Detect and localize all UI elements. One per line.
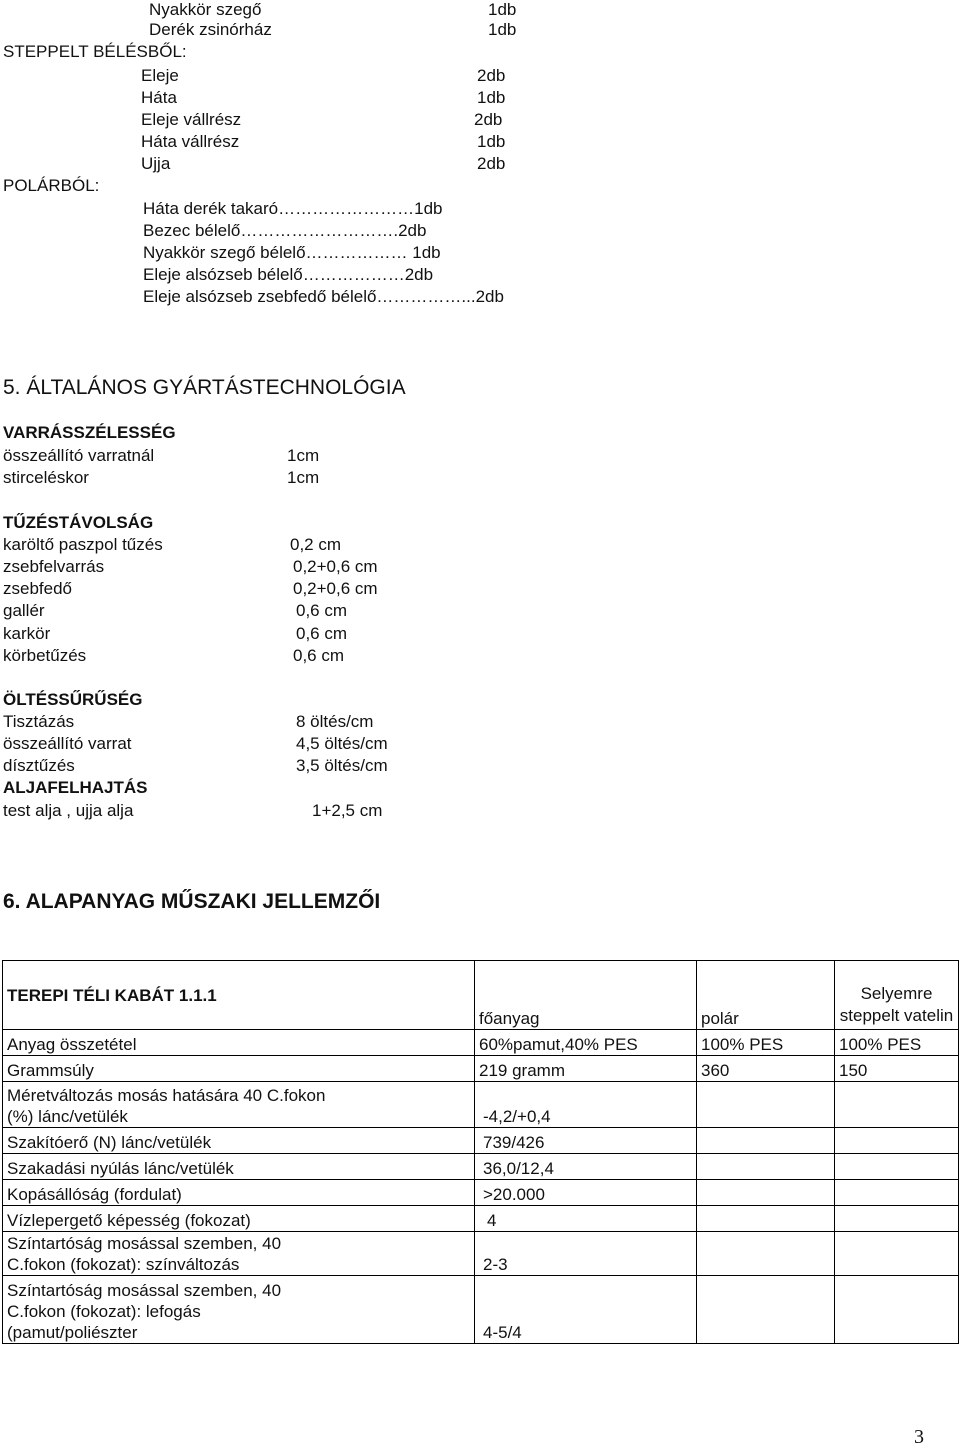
- value-cell: [835, 1128, 959, 1154]
- property-cell: Szakadási nyúlás lánc/vetülék: [3, 1154, 475, 1180]
- value-cell: 360: [697, 1056, 835, 1082]
- value-cell: [697, 1232, 835, 1276]
- value-cell: [697, 1276, 835, 1344]
- table-row: [3, 1030, 959, 1056]
- polar-item: Eleje alsózseb zsebfedő bélelő……………...2db: [143, 287, 504, 306]
- spec-value: 0,6 cm: [296, 624, 348, 643]
- table-row: [3, 1276, 959, 1344]
- value-cell: 100% PES: [697, 1030, 835, 1056]
- column-header: főanyag: [475, 961, 697, 1030]
- table-row: [3, 1180, 959, 1206]
- top-item-label: Nyakkör szegő: [149, 0, 262, 19]
- spec-label: zsebfelvarrás: [3, 557, 105, 576]
- top-item-qty: 1db: [488, 0, 517, 19]
- steppelt-heading: STEPPELT BÉLÉSBŐL:: [3, 42, 187, 61]
- table-header-row: [3, 961, 959, 1030]
- polar-heading: POLÁRBÓL:: [3, 176, 100, 195]
- spec-label: összeállító varrat: [3, 734, 132, 753]
- spec-value: 1+2,5 cm: [312, 801, 383, 820]
- value-cell: [697, 1082, 835, 1128]
- value-cell: [835, 1276, 959, 1344]
- polar-item: Nyakkör szegő bélelő……………… 1db: [143, 243, 441, 262]
- spec-label: zsebfedő: [3, 579, 72, 598]
- property-cell: Méretváltozás mosás hatására 40 C.fokon (%) lánc/vetülék: [3, 1082, 475, 1128]
- property-cell: Szakítóerő (N) lánc/vetülék: [3, 1128, 475, 1154]
- steppelt-item-qty: 2db: [477, 154, 506, 173]
- spec-value: 8 öltés/cm: [296, 712, 374, 731]
- steppelt-item-label: Háta vállrész: [141, 132, 240, 151]
- spec-label: karkör: [3, 624, 51, 643]
- spec-label: gallér: [3, 601, 45, 620]
- value-cell: 4: [475, 1206, 697, 1232]
- value-cell: 60%pamut,40% PES: [475, 1030, 697, 1056]
- value-cell: [835, 1232, 959, 1276]
- property-cell: Grammsúly: [3, 1056, 475, 1082]
- polar-item: Háta derék takaró……………………1db: [143, 199, 443, 218]
- spec-value: 0,6 cm: [296, 601, 348, 620]
- varrasszelesseg-heading: VARRÁSSZÉLESSÉG: [3, 423, 176, 442]
- spec-value: 0,2+0,6 cm: [293, 557, 378, 576]
- value-cell: 219 gramm: [475, 1056, 697, 1082]
- polar-item: Eleje alsózseb bélelő………………2db: [143, 265, 434, 284]
- spec-label: körbetűzés: [3, 646, 87, 665]
- property-cell: Színtartóság mosással szemben, 40 C.fokon (fokozat): lefogás (pamut/poliészter: [3, 1276, 475, 1344]
- table-title: TEREPI TÉLI KABÁT 1.1.1: [3, 961, 475, 1030]
- spec-value: 0,2 cm: [290, 535, 342, 554]
- property-cell: Anyag összetétel: [3, 1030, 475, 1056]
- value-cell: [697, 1180, 835, 1206]
- spec-label: karöltő paszpol tűzés: [3, 535, 163, 554]
- table-row: [3, 1206, 959, 1232]
- value-cell: -4,2/+0,4: [475, 1082, 697, 1128]
- steppelt-item-qty: 1db: [477, 88, 506, 107]
- spec-value: 4,5 öltés/cm: [296, 734, 388, 753]
- steppelt-item-label: Eleje: [141, 66, 179, 85]
- section-5-title: 5. ÁLTALÁNOS GYÁRTÁSTECHNOLÓGIA: [3, 376, 406, 399]
- steppelt-item-label: Háta: [141, 88, 177, 107]
- column-header: polár: [697, 961, 835, 1030]
- property-cell: Vízlepergető képesség (fokozat): [3, 1206, 475, 1232]
- table-row: [3, 1232, 959, 1276]
- value-cell: [835, 1082, 959, 1128]
- value-cell: 739/426: [475, 1128, 697, 1154]
- steppelt-item-qty: 1db: [477, 132, 506, 151]
- steppelt-item-qty: 2db: [474, 110, 503, 129]
- value-cell: [835, 1154, 959, 1180]
- value-cell: [697, 1128, 835, 1154]
- top-item-label: Derék zsinórház: [149, 20, 272, 39]
- value-cell: 36,0/12,4: [475, 1154, 697, 1180]
- value-cell: [835, 1206, 959, 1232]
- section-6-title: 6. ALAPANYAG MŰSZAKI JELLEMZŐI: [3, 890, 381, 913]
- value-cell: [835, 1180, 959, 1206]
- value-cell: 100% PES: [835, 1030, 959, 1056]
- column-header: Selyemre steppelt vatelin: [835, 961, 959, 1030]
- spec-value: 0,6 cm: [293, 646, 345, 665]
- page-number: 3: [914, 1426, 924, 1448]
- polar-item: Bezec bélelő……………………….2db: [143, 221, 427, 240]
- spec-value: 3,5 öltés/cm: [296, 756, 388, 775]
- oltessuruseg-heading: ÖLTÉSSŰRŰSÉG: [3, 690, 143, 709]
- steppelt-item-qty: 2db: [477, 66, 506, 85]
- table-row: [3, 1056, 959, 1082]
- spec-label: test alja , ujja alja: [3, 801, 134, 820]
- spec-value: 1cm: [287, 446, 320, 465]
- table-row: [3, 1128, 959, 1154]
- spec-label: Tisztázás: [3, 712, 75, 731]
- spec-label: dísztűzés: [3, 756, 75, 775]
- aljafelhajtas-heading: ALJAFELHAJTÁS: [3, 778, 148, 797]
- value-cell: [697, 1206, 835, 1232]
- top-item-qty: 1db: [488, 20, 517, 39]
- spec-label: összeállító varratnál: [3, 446, 155, 465]
- spec-value: 1cm: [287, 468, 320, 487]
- material-spec-table: [2, 960, 959, 1344]
- steppelt-item-label: Eleje vállrész: [141, 110, 242, 129]
- property-cell: Kopásállóság (fordulat): [3, 1180, 475, 1206]
- value-cell: 150: [835, 1056, 959, 1082]
- tuzestavolsag-heading: TŰZÉSTÁVOLSÁG: [3, 513, 154, 532]
- spec-value: 0,2+0,6 cm: [293, 579, 378, 598]
- value-cell: [697, 1154, 835, 1180]
- spec-label: stirceléskor: [3, 468, 89, 487]
- steppelt-item-label: Ujja: [141, 154, 171, 173]
- value-cell: 4-5/4: [475, 1276, 697, 1344]
- table-row: [3, 1082, 959, 1128]
- property-cell: Színtartóság mosással szemben, 40 C.fokon (fokozat): színváltozás: [3, 1232, 475, 1276]
- table-row: [3, 1154, 959, 1180]
- value-cell: >20.000: [475, 1180, 697, 1206]
- value-cell: 2-3: [475, 1232, 697, 1276]
